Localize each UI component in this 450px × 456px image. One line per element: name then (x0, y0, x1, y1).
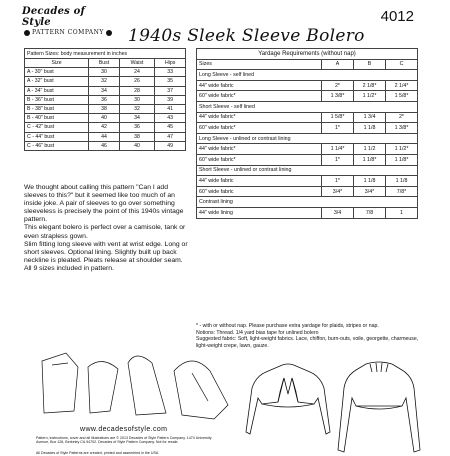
fabric-width-label: 60" wide fabric (197, 186, 322, 197)
brand-company: PATTERN COMPANY (32, 29, 104, 36)
yardage-caption: Yardage Requirements (without nap) (197, 49, 418, 60)
size-measurement: 30 (119, 95, 154, 104)
brand-logo (22, 6, 114, 36)
yardage-value: 2* (322, 80, 354, 91)
size-measurement: 38 (119, 132, 154, 141)
sizes-row (25, 104, 186, 113)
sizes-row (25, 141, 186, 150)
size-measurement: 45 (155, 123, 186, 132)
sizes-row (25, 77, 186, 86)
yardage-value: 3/4* (322, 186, 354, 197)
sizes-row (25, 86, 186, 95)
yardage-section-row (197, 133, 418, 144)
size-measurement: 40 (119, 141, 154, 150)
yardage-value: 1* (322, 154, 354, 165)
description (24, 184, 192, 273)
yardage-value: 1 3/4 (354, 112, 386, 123)
yardage-section-label: Short Sleeve - self lined (197, 101, 418, 112)
size-measurement: 38 (89, 104, 120, 113)
yardage-section-label: Long Sleeve - unlined or contrast lining (197, 133, 418, 144)
yardage-header: A (322, 59, 354, 70)
size-measurement: 41 (155, 104, 186, 113)
yardage-value: 2 1/8* (354, 80, 386, 91)
sizes-row (25, 68, 186, 77)
yardage-value: 1 1/8 (354, 176, 386, 187)
fabric-width-label: 44" wide fabric (197, 176, 322, 187)
copyright-text: Pattern, instructions, cover and all illustrations are © 2013 Decades of Style Pattern Company. 1474 University Avenue, Box 126, Berkeley CA 94702. Decades of Style Pattern Company. Not for resale. (36, 436, 212, 445)
size-label: C - 46" bust (25, 141, 89, 150)
yardage-value: 7/8 (354, 207, 386, 218)
size-measurement: 30 (89, 68, 120, 77)
yardage-value: 1 1/4* (322, 144, 354, 155)
pattern-pieces-illustration (32, 341, 242, 421)
yardage-value: 1 1/8* (354, 154, 386, 165)
yardage-value: 3/4 (322, 207, 354, 218)
yardage-section-row (197, 70, 418, 81)
size-measurement: 26 (119, 77, 154, 86)
size-measurement: 40 (89, 114, 120, 123)
size-label: B - 38" bust (25, 104, 89, 113)
yardage-row (197, 123, 418, 134)
size-measurement: 39 (155, 95, 186, 104)
yardage-section-row (197, 101, 418, 112)
yardage-row (197, 176, 418, 187)
yardage-row (197, 80, 418, 91)
yardage-value: 1 5/8* (322, 112, 354, 123)
brand-dot-icon (24, 30, 30, 36)
yardage-table-body (197, 70, 418, 218)
size-measurement: 34 (119, 114, 154, 123)
description-paragraph: All 9 sizes included in pattern. (24, 264, 114, 272)
brand-name: Decades of Style (22, 6, 86, 28)
size-label: B - 36" bust (25, 95, 89, 104)
yardage-value: 2* (386, 112, 418, 123)
yardage-value: 1* (322, 123, 354, 134)
yardage-row (197, 154, 418, 165)
size-measurement: 32 (119, 104, 154, 113)
size-label: B - 40" bust (25, 114, 89, 123)
yardage-section-row (197, 197, 418, 208)
yardage-value: 2 1/4* (386, 80, 418, 91)
size-measurement: 28 (119, 86, 154, 95)
yardage-section-label: Contrast lining (197, 197, 418, 208)
fabric-width-label: 44" wide lining (197, 207, 322, 218)
yardage-value: 1 1/2 (354, 144, 386, 155)
size-measurement: 24 (119, 68, 154, 77)
nap-note: * - with or without nap. Please purchase extra yardage for plaids, stripes or nap. (196, 323, 379, 329)
fabric-width-label: 60" wide fabric* (197, 154, 322, 165)
size-measurement: 36 (119, 123, 154, 132)
size-measurement: 33 (155, 68, 186, 77)
yardage-row (197, 112, 418, 123)
yardage-value: 1 1/8 (354, 123, 386, 134)
size-label: C - 42" bust (25, 123, 89, 132)
sizes-table (24, 48, 186, 151)
size-measurement: 42 (89, 123, 120, 132)
sizes-row (25, 114, 186, 123)
description-paragraph: This elegant bolero is perfect over a camisole, tank or even strapless gown. (24, 224, 186, 240)
size-measurement: 46 (89, 141, 120, 150)
pattern-number: 4012 (380, 8, 414, 25)
size-label: A - 30" bust (25, 68, 89, 77)
yardage-value: 1 1/8 (386, 176, 418, 187)
sizes-header: Size (25, 59, 89, 68)
yardage-value: 3/4* (354, 186, 386, 197)
yardage-section-row (197, 165, 418, 176)
fabric-width-label: 44" wide fabric (197, 80, 322, 91)
yardage-section-label: Long Sleeve - self lined (197, 70, 418, 81)
size-measurement: 47 (155, 132, 186, 141)
yardage-value: 1 3/8* (322, 91, 354, 102)
yardage-value: 1 5/8* (386, 91, 418, 102)
size-measurement: 36 (89, 95, 120, 104)
size-measurement: 35 (155, 77, 186, 86)
sizes-header: Bust (89, 59, 120, 68)
fabric-width-label: 44" wide fabric* (197, 112, 322, 123)
yardage-header: Sizes (197, 59, 322, 70)
suggested-fabric-note: Suggested fabric: Soft, light-weight fabrics. Lace, chiffon, burn-outs, voile, georgette, charmeuse, light-weight crepe, lawn, gauze. (196, 336, 419, 349)
sizes-table-body (25, 68, 186, 151)
website[interactable]: www.decadesofstyle.com (80, 426, 168, 433)
yardage-value: 7/8* (386, 186, 418, 197)
yardage-section-label: Short Sleeve - unlined or contrast lining (197, 165, 418, 176)
sizes-row (25, 123, 186, 132)
size-measurement: 49 (155, 141, 186, 150)
size-measurement: 37 (155, 86, 186, 95)
size-measurement: 32 (89, 77, 120, 86)
fabric-width-label: 44" wide fabric* (197, 144, 322, 155)
size-label: C - 44" bust (25, 132, 89, 141)
sizes-header: Waist (119, 59, 154, 68)
yardage-row (197, 91, 418, 102)
yardage-value: 1 3/8* (386, 123, 418, 134)
yardage-row (197, 144, 418, 155)
size-label: A - 34" bust (25, 86, 89, 95)
yardage-header: C (386, 59, 418, 70)
size-measurement: 34 (89, 86, 120, 95)
sizes-row (25, 132, 186, 141)
size-measurement: 44 (89, 132, 120, 141)
yardage-row (197, 186, 418, 197)
footer-text: All Decades of Style Patterns are created, printed and assembled in the USA (36, 451, 159, 455)
pattern-title: 1940s Sleek Sleeve Bolero (128, 26, 365, 46)
bolero-back-illustration (336, 358, 422, 456)
description-paragraph: Slim fitting long sleeve with vent at wrist edge. Long or short sleeves. Optional lining. Slightly built up back neckline is pleated. Pleats release at shoulder seam. (24, 240, 188, 264)
yardage-row (197, 207, 418, 218)
pattern-envelope-back (22, 6, 428, 455)
size-label: A - 32" bust (25, 77, 89, 86)
sizes-row (25, 95, 186, 104)
fabric-width-label: 60" wide fabric* (197, 123, 322, 134)
sizes-caption: Pattern Sizes: body measurement in inches (25, 49, 186, 59)
yardage-value: 1* (322, 176, 354, 187)
yardage-table (196, 48, 418, 219)
description-paragraph: We thought about calling this pattern "Can I add sleeves to this?" but it seemed like too much of an inside joke. A pair of sleeves to go over something sleeveless is precisely the point of this 1940s vintage pattern. (24, 184, 184, 224)
yardage-value: 1 1/8* (386, 154, 418, 165)
bolero-front-illustration (240, 358, 336, 456)
sizes-header: Hips (155, 59, 186, 68)
size-measurement: 43 (155, 114, 186, 123)
notions-note: Notions: Thread. 1/4 yard bias tape for unlined bolero (196, 329, 319, 336)
yardage-value: 1 1/2* (354, 91, 386, 102)
brand-dot-icon (106, 30, 112, 36)
yardage-value: 1 1/2* (386, 144, 418, 155)
yardage-header: B (354, 59, 386, 70)
yardage-value: 1 (386, 207, 418, 218)
fabric-width-label: 60" wide fabric* (197, 91, 322, 102)
